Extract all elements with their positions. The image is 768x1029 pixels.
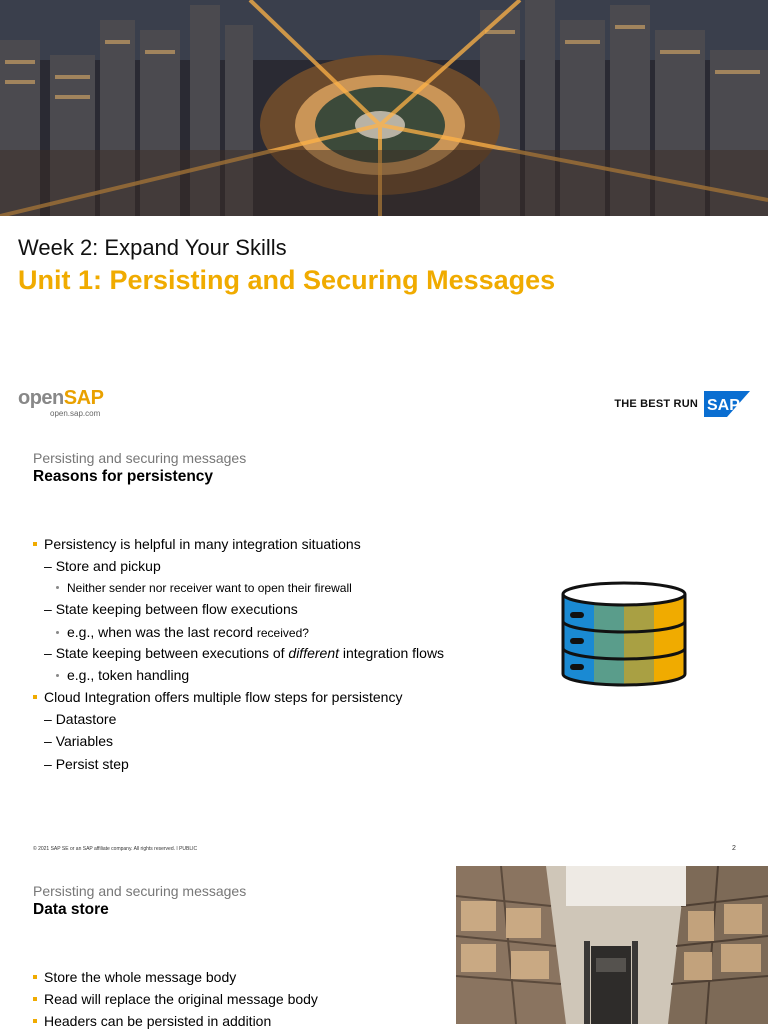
bullet-item: – Datastore (44, 711, 117, 727)
bullet-item: Persistency is helpful in many integration situations (44, 536, 361, 552)
bullet-item: Headers can be persisted in addition (44, 1013, 272, 1029)
sap-logo-text: SAP (707, 397, 740, 414)
bullet-text: Neither sender nor receiver want to open their firewall (67, 581, 352, 595)
bullet-text: integration flows (342, 645, 445, 661)
bullet-text: State keeping between flow executions (55, 601, 298, 617)
bullet-item: Cloud Integration offers multiple flow steps for persistency (44, 689, 403, 705)
week-heading: Week 2: Expand Your Skills (18, 235, 287, 260)
best-run-logo (614, 391, 750, 417)
copyright-footer: © 2021 SAP SE or an SAP affiliate company. All rights reserved. ǀ PUBLIC (33, 846, 198, 852)
bullet-emphasis: different (288, 645, 339, 661)
bullet-text: Datastore (55, 711, 117, 727)
bullet-item: – State keeping between executions of different integration flows (44, 645, 445, 661)
logo-url: open.sap.com (50, 409, 101, 418)
logo-sap-text: SAP (63, 387, 104, 409)
bullet-item: Store the whole message body (44, 969, 237, 985)
bullet-text: Store and pickup (55, 558, 161, 574)
bullet-item (56, 667, 189, 683)
opensap-logo (18, 388, 103, 418)
bullet-item (56, 624, 309, 640)
best-run-text: THE BEST RUN (614, 398, 698, 410)
unit-title: Unit 1: Persisting and Securing Messages (18, 265, 556, 295)
bullet-item: – Store and pickup (44, 558, 161, 574)
bullet-item: – Variables (44, 733, 114, 749)
slide3-title: Data store (33, 901, 109, 918)
slide2-kicker: Persisting and securing messages (33, 450, 247, 466)
bullet-item: – State keeping between flow executions (44, 601, 298, 617)
slide3-kicker: Persisting and securing messages (33, 883, 247, 899)
sap-logo (704, 391, 750, 417)
bullet-item: Read will replace the original message body (44, 991, 318, 1007)
bullet-item (56, 581, 352, 595)
page-number: 2 (732, 845, 736, 852)
bullet-text: Variables (55, 733, 114, 749)
city-photo (0, 0, 768, 216)
bullet-text: e.g., token handling (67, 667, 190, 683)
warehouse-photo (456, 866, 768, 1024)
database-icon (558, 578, 690, 690)
bullet-text: Persist step (55, 756, 129, 772)
bullet-text-small: received? (256, 626, 309, 640)
slide2-title: Reasons for persistency (33, 468, 214, 485)
bullet-text: e.g., when was the last record (67, 624, 253, 640)
logo-open-text: open (18, 387, 64, 409)
bullet-text: State keeping between executions of (55, 645, 285, 661)
bullet-item: – Persist step (44, 756, 129, 772)
